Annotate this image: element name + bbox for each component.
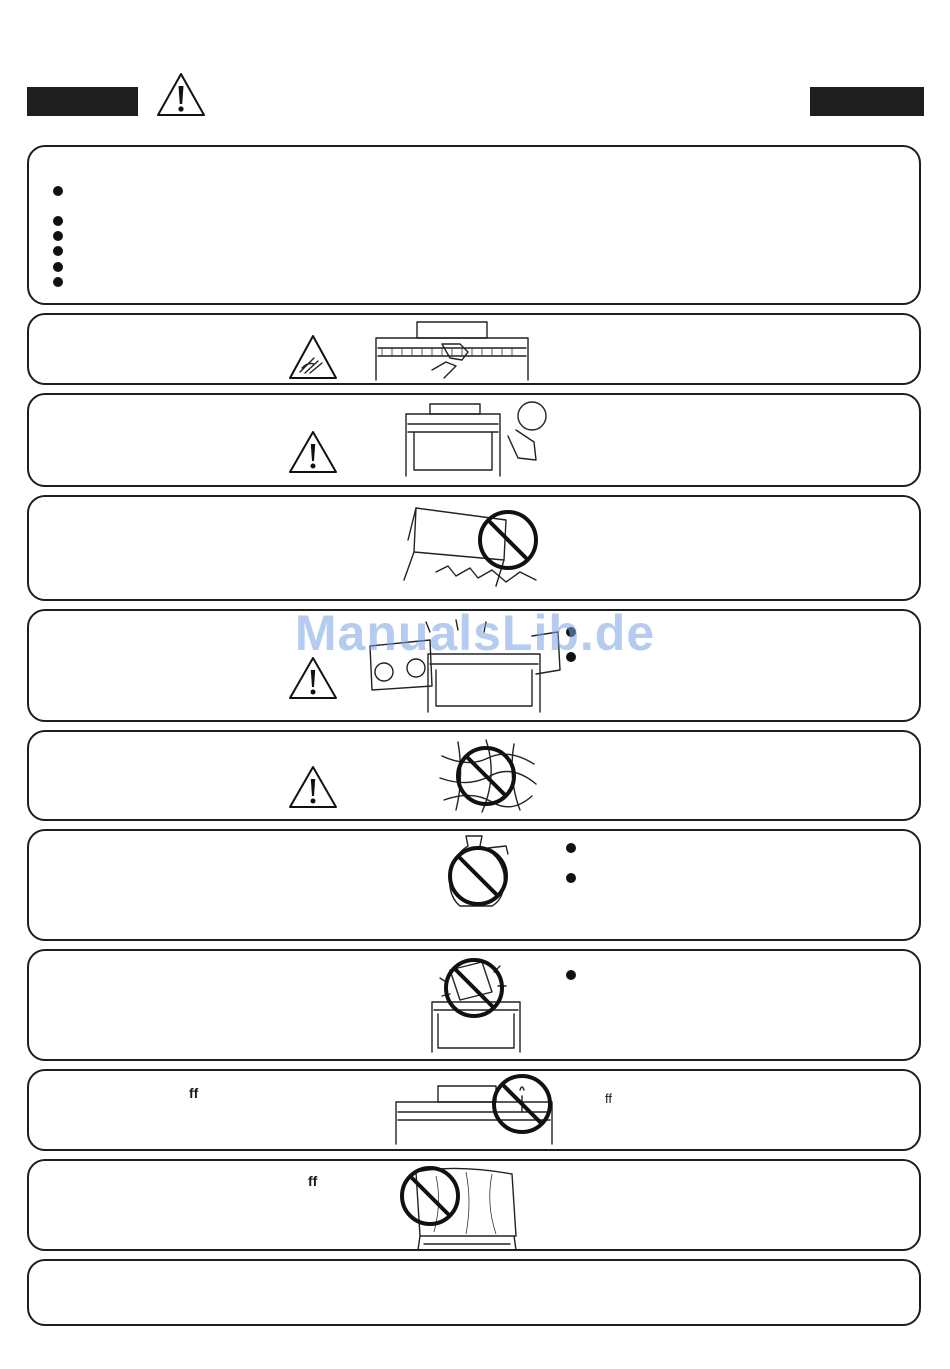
piano-tipping-illustration xyxy=(396,500,552,588)
piano-keyboard-hand-illustration xyxy=(372,318,532,384)
list-bullet xyxy=(53,216,63,226)
ligature-text: ff xyxy=(605,1091,612,1106)
tangled-cables-illustration xyxy=(438,738,538,814)
warning-triangle-icon xyxy=(156,72,206,117)
list-bullet xyxy=(53,186,63,196)
intro-box xyxy=(27,145,921,305)
watermark: ManualsLib.de xyxy=(294,605,656,661)
header-bar-left xyxy=(27,87,138,116)
list-bullet xyxy=(53,231,63,241)
covered-piano-prohibition-illustration xyxy=(396,1162,522,1252)
list-bullet xyxy=(53,262,63,272)
candle-on-piano-prohibition-illustration xyxy=(392,1072,560,1146)
hand-pinch-warning-icon xyxy=(288,334,338,380)
ligature-text: ff xyxy=(189,1085,199,1101)
list-bullet xyxy=(566,843,576,853)
warning-triangle-icon xyxy=(288,656,338,700)
objects-on-piano-prohibition-illustration xyxy=(420,952,530,1056)
vase-liquid-prohibition-illustration xyxy=(448,832,522,912)
note-box xyxy=(27,1259,921,1326)
ligature-text: ff xyxy=(308,1173,318,1189)
list-bullet xyxy=(566,627,576,637)
warning-triangle-icon xyxy=(288,765,338,809)
list-bullet xyxy=(566,970,576,980)
piano-stereo-interference-illustration xyxy=(366,614,566,716)
list-bullet xyxy=(53,277,63,287)
list-bullet xyxy=(53,246,63,256)
list-bullet xyxy=(566,652,576,662)
list-bullet xyxy=(566,873,576,883)
piano-power-switch-illustration xyxy=(400,398,550,482)
warning-triangle-icon xyxy=(288,430,338,474)
header-bar-right xyxy=(810,87,924,116)
